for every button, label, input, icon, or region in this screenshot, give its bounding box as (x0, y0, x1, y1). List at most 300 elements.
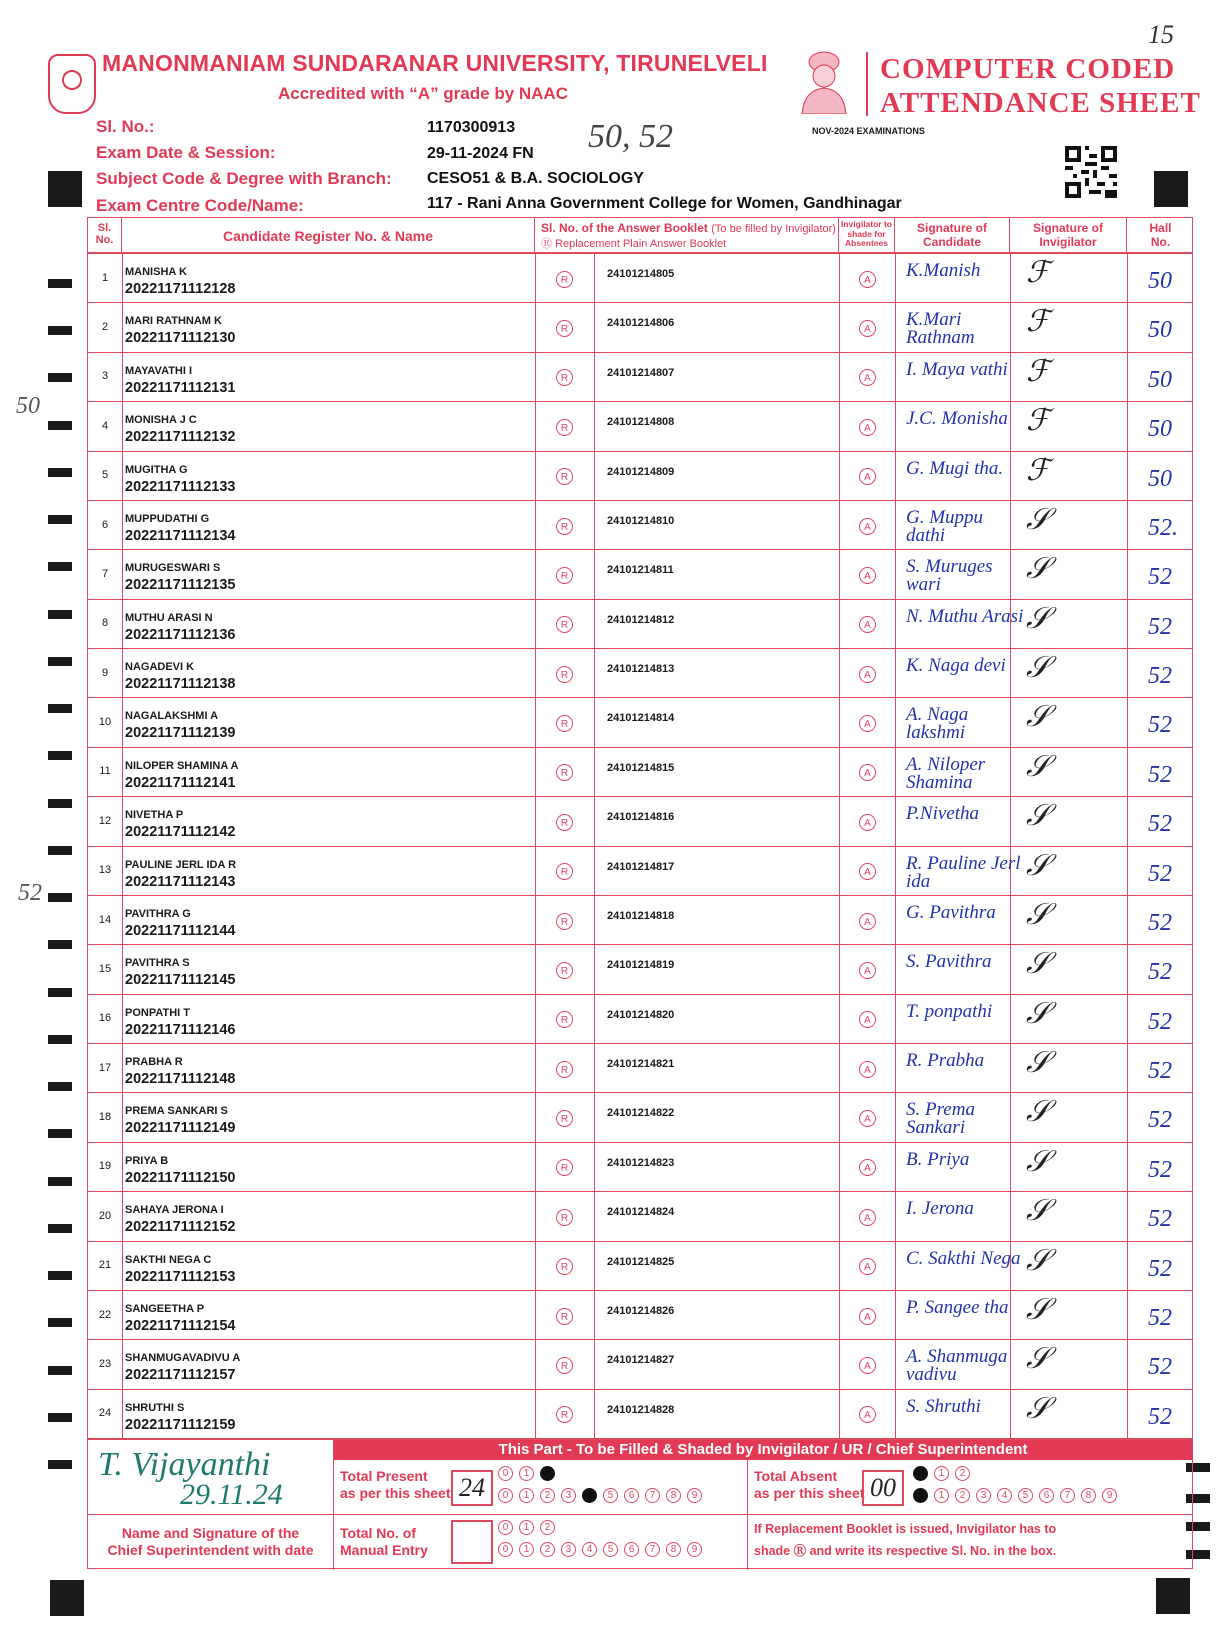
founder-portrait-icon (796, 48, 852, 114)
digit-bubble[interactable]: 1 (934, 1466, 949, 1481)
timing-mark (48, 846, 72, 855)
candidate-register-no: 20221171112144 (125, 922, 236, 939)
absent-bubble[interactable]: A (859, 567, 876, 584)
answer-booklet-no: 24101214817 (607, 860, 675, 873)
candidate-register-no: 20221171112148 (125, 1071, 236, 1087)
row-sl-no: 18 (98, 1111, 112, 1124)
hall-no: 50 (1148, 317, 1172, 344)
answer-booklet-no: 24101214822 (607, 1107, 675, 1120)
manual-entry-label (340, 1525, 428, 1559)
replacement-bubble[interactable]: R (556, 913, 573, 930)
digit-bubble[interactable]: 5 (603, 1488, 618, 1503)
invigilator-signature: 𝒮 (1026, 1194, 1050, 1228)
candidate-register-no: 20221171112134 (125, 527, 236, 544)
replacement-bubble[interactable]: R (556, 715, 573, 732)
column-divider (839, 1044, 840, 1092)
registration-mark (1154, 171, 1188, 207)
candidate-register-no: 20221171112133 (125, 478, 236, 495)
sheet-title-line2: ATTENDANCE SHEET (880, 87, 1201, 119)
column-divider (535, 1044, 536, 1092)
replacement-bubble[interactable]: R (556, 814, 573, 831)
column-divider (535, 303, 536, 351)
sheet-title (880, 52, 1201, 120)
absent-bubble[interactable]: A (859, 518, 876, 535)
column-divider (895, 501, 896, 549)
digit-bubble[interactable]: 4 (997, 1488, 1012, 1503)
answer-booklet-no: 24101214806 (607, 317, 675, 330)
absent-bubble[interactable]: A (859, 468, 876, 485)
digit-bubble[interactable]: 2 (540, 1466, 555, 1481)
digit-bubble[interactable]: 2 (540, 1488, 555, 1503)
absent-bubble[interactable]: A (859, 419, 876, 436)
panel-divider (747, 1460, 748, 1570)
invigilator-signature: 𝒮 (1026, 651, 1050, 684)
timing-mark (48, 279, 72, 288)
candidate-signature: N. Muthu Arasi (906, 605, 1024, 627)
column-divider (122, 896, 123, 944)
digit-bubble[interactable]: 0 (498, 1520, 513, 1535)
replacement-bubble[interactable]: R (556, 1357, 573, 1374)
total-absent-box[interactable]: 00 (862, 1470, 904, 1506)
invigilator-signature: ℱ (1026, 404, 1050, 438)
candidate-signature: S. Muruges wari (906, 556, 993, 596)
timing-mark (48, 1224, 72, 1233)
candidate-name: PRABHA R (125, 1056, 183, 1068)
candidate-register-no: 20221171112128 (125, 281, 236, 297)
column-divider (895, 748, 896, 796)
digit-bubble[interactable]: 8 (666, 1488, 681, 1503)
candidate-name: PONPATHI T (125, 1006, 190, 1019)
date-value: 29-11-2024 FN (427, 145, 534, 162)
absent-bubble[interactable]: A (859, 962, 876, 979)
column-divider (1127, 353, 1128, 401)
column-divider (535, 1143, 536, 1191)
candidate-register-no: 20221171112136 (125, 626, 236, 643)
column-divider (594, 303, 595, 351)
digit-bubble[interactable]: 1 (519, 1542, 534, 1557)
subject-value: CESO51 & B.A. SOCIOLOGY (427, 170, 644, 187)
absent-bubble[interactable]: A (859, 320, 876, 337)
column-divider (122, 353, 123, 401)
timing-mark (48, 421, 72, 430)
column-divider (594, 452, 595, 500)
candidate-register-no: 20221171112157 (125, 1367, 236, 1384)
answer-booklet-no: 24101214813 (607, 663, 675, 675)
column-divider (535, 896, 536, 944)
digit-bubble[interactable]: 7 (1060, 1488, 1075, 1503)
replacement-bubble[interactable]: R (556, 962, 573, 979)
replacement-bubble[interactable]: R (556, 369, 573, 386)
superintendent-label-line2: Chief Superintendent with date (107, 1542, 314, 1558)
candidate-register-no: 20221171112159 (125, 1416, 236, 1433)
row-sl-no: 24 (98, 1407, 112, 1420)
answer-booklet-no: 24101214816 (607, 811, 675, 824)
candidate-name: SANGEETHA P (125, 1302, 205, 1315)
digit-bubble[interactable]: 9 (687, 1542, 702, 1557)
replacement-bubble[interactable]: R (556, 320, 573, 337)
timing-mark (48, 799, 72, 808)
hall-no: 52 (1148, 613, 1172, 640)
manual-entry-label-line1: Total No. of (340, 1525, 416, 1541)
absent-bubble[interactable]: A (859, 1258, 876, 1275)
column-divider (839, 1340, 840, 1388)
column-divider (594, 649, 595, 697)
hall-no: 52 (1148, 860, 1172, 887)
digit-bubble[interactable]: 1 (519, 1520, 534, 1535)
absent-bubble[interactable]: A (859, 814, 876, 831)
replacement-bubble[interactable]: R (556, 567, 573, 584)
panel-divider (333, 1440, 334, 1570)
candidate-register-no: 20221171112130 (125, 330, 236, 347)
digit-bubble[interactable]: 4 (582, 1488, 597, 1503)
replacement-bubble[interactable]: R (556, 616, 573, 633)
candidate-name: MONISHA J C (125, 414, 197, 427)
digit-bubble[interactable]: 0 (913, 1488, 928, 1503)
candidate-signature: A. Niloper Shamina (906, 753, 986, 793)
column-divider (535, 402, 536, 450)
candidate-signature: B. Priya (906, 1148, 970, 1170)
invigilator-signature: ℱ (1026, 305, 1050, 339)
digit-bubble[interactable]: 3 (976, 1488, 991, 1503)
candidate-name: PRIYA B (125, 1154, 169, 1167)
total-absent-label (754, 1468, 865, 1502)
col-booklet-title: Sl. No. of the Answer Booklet (541, 221, 708, 235)
table-row (87, 1143, 1193, 1192)
digit-bubble[interactable]: 7 (645, 1542, 660, 1557)
digit-bubble[interactable]: 6 (1039, 1488, 1054, 1503)
column-divider (594, 847, 595, 895)
candidate-name: PAVITHRA G (125, 907, 191, 920)
candidate-signature: K.Mari Rathnam (906, 309, 975, 349)
title-divider (866, 52, 868, 116)
digit-bubble[interactable]: 0 (913, 1466, 928, 1481)
candidate-signature: K.Manish (906, 260, 981, 281)
table-row (87, 353, 1193, 402)
digit-bubble[interactable]: 1 (519, 1488, 534, 1503)
hall-no: 52 (1148, 811, 1172, 838)
timing-mark (48, 940, 72, 949)
column-divider (895, 402, 896, 450)
digit-bubble[interactable]: 2 (955, 1466, 970, 1481)
candidate-signature: G. Pavithra (906, 901, 996, 923)
column-divider (122, 1192, 123, 1240)
digit-bubble[interactable]: 6 (624, 1542, 639, 1557)
col-booklet-replacement: Replacement Plain Answer Booklet (555, 238, 727, 250)
column-divider (1127, 1093, 1128, 1141)
absent-bubble[interactable]: A (859, 1159, 876, 1176)
invigilator-signature: 𝒮 (1026, 1095, 1050, 1129)
replacement-bubble[interactable]: R (556, 1061, 573, 1078)
column-divider (895, 1192, 896, 1240)
invigilator-signature: 𝒮 (1026, 601, 1050, 635)
candidate-signature: T. ponpathi (906, 1000, 993, 1022)
column-divider (895, 1242, 896, 1290)
column-divider (1127, 649, 1128, 697)
column-divider (535, 649, 536, 697)
column-divider (122, 1044, 123, 1092)
registration-mark (1156, 1578, 1190, 1614)
absent-bubble[interactable]: A (859, 1209, 876, 1226)
hall-no: 52 (1148, 1403, 1172, 1430)
row-sl-no: 20 (98, 1209, 112, 1222)
digit-bubble[interactable]: 2 (955, 1488, 970, 1503)
column-divider (594, 550, 595, 598)
timing-mark (48, 610, 72, 619)
timing-mark (48, 1177, 72, 1186)
qr-code-icon (1065, 146, 1117, 198)
replacement-bubble[interactable]: R (556, 468, 573, 485)
column-divider (839, 1192, 840, 1240)
column-divider (839, 501, 840, 549)
column-divider (1127, 501, 1128, 549)
replacement-bubble[interactable]: R (556, 863, 573, 880)
replacement-bubble[interactable]: R (556, 271, 573, 288)
hall-no: 52. (1148, 514, 1178, 541)
column-divider (839, 1242, 840, 1290)
candidate-register-no: 20221171112131 (125, 379, 236, 396)
digit-bubble[interactable]: 6 (624, 1488, 639, 1503)
table-row (87, 1044, 1193, 1093)
column-divider (122, 1291, 123, 1339)
replacement-bubble[interactable]: R (556, 1308, 573, 1325)
hall-no: 50 (1148, 366, 1172, 393)
replacement-bubble[interactable]: R (556, 518, 573, 535)
column-divider (594, 1192, 595, 1240)
hall-no: 52 (1148, 1255, 1172, 1282)
row-sl-no: 5 (101, 469, 109, 482)
timing-mark (48, 751, 72, 760)
column-divider (1127, 847, 1128, 895)
invigilator-signature: 𝒮 (1026, 502, 1050, 536)
column-divider (895, 254, 896, 302)
column-divider (895, 797, 896, 845)
replacement-bubble[interactable]: R (556, 666, 573, 683)
subject-label: Subject Code & Degree with Branch: (96, 169, 392, 188)
replacement-bubble[interactable]: R (556, 1258, 573, 1275)
absent-bubble[interactable]: A (859, 913, 876, 930)
digit-bubble[interactable]: 8 (666, 1542, 681, 1557)
absent-bubble[interactable]: A (859, 1357, 876, 1374)
superintendent-label-line1: Name and Signature of the (121, 1525, 300, 1541)
invigilator-signature: 𝒮 (1026, 996, 1050, 1030)
absent-bubble[interactable]: A (859, 764, 876, 781)
column-divider (535, 797, 536, 845)
invigilator-signature: 𝒮 (1026, 1243, 1050, 1277)
timing-mark (48, 1082, 72, 1091)
superintendent-signature: T. Vijayanthi (98, 1446, 271, 1483)
column-divider (839, 452, 840, 500)
column-divider (594, 748, 595, 796)
candidate-name: MURUGESWARI S (125, 562, 221, 575)
replacement-bubble[interactable]: R (556, 764, 573, 781)
table-row (87, 1291, 1193, 1340)
row-sl-no: 22 (98, 1308, 112, 1321)
absent-bubble[interactable]: A (859, 1110, 876, 1127)
answer-booklet-no: 24101214826 (607, 1304, 675, 1317)
replacement-bubble[interactable]: R (556, 419, 573, 436)
absent-bubble[interactable]: A (859, 1308, 876, 1325)
col-booklet-note: (To be filled by Invigilator) (711, 223, 836, 235)
column-divider (895, 1093, 896, 1141)
answer-booklet-no: 24101214808 (607, 416, 675, 429)
replacement-note-line1: If Replacement Booklet is issued, Invigilator has to (754, 1522, 1057, 1536)
timing-mark (48, 373, 72, 382)
answer-booklet-no: 24101214805 (607, 268, 675, 280)
column-divider (122, 748, 123, 796)
digit-bubble[interactable]: 2 (540, 1520, 555, 1535)
candidate-register-no: 20221171112146 (125, 1021, 236, 1038)
candidate-name: NAGADEVI K (125, 661, 195, 673)
invigilator-signature: 𝒮 (1026, 848, 1050, 882)
candidate-register-no: 20221171112132 (125, 429, 236, 446)
digit-bubble[interactable]: 5 (603, 1542, 618, 1557)
column-divider (594, 1093, 595, 1141)
candidate-register-no: 20221171112150 (125, 1169, 236, 1186)
candidate-signature: J.C. Monisha (906, 408, 1008, 430)
row-sl-no: 10 (98, 716, 112, 729)
absent-bubble[interactable]: A (859, 1011, 876, 1028)
column-divider (1127, 698, 1128, 746)
digit-bubble[interactable]: 0 (498, 1488, 513, 1503)
table-header (87, 217, 1193, 254)
answer-booklet-no: 24101214815 (607, 761, 675, 774)
invigilator-signature: 𝒮 (1026, 700, 1050, 734)
total-absent-label-line1: Total Absent (754, 1468, 838, 1484)
column-divider (535, 748, 536, 796)
digit-bubble[interactable]: 3 (561, 1488, 576, 1503)
timing-mark (48, 1413, 72, 1422)
column-divider (1127, 1291, 1128, 1339)
table-row (87, 1093, 1193, 1142)
digit-bubble[interactable]: 0 (498, 1542, 513, 1557)
candidate-register-no: 20221171112142 (125, 824, 236, 841)
sheet-title-line1: COMPUTER CODED (880, 53, 1176, 85)
total-present-box[interactable]: 24 (451, 1470, 493, 1506)
candidate-name: PREMA SANKARI S (125, 1105, 228, 1118)
digit-bubble[interactable]: 4 (582, 1542, 597, 1557)
manual-entry-label-line2: Manual Entry (340, 1542, 428, 1558)
digit-bubble[interactable]: 0 (498, 1466, 513, 1481)
hall-no: 52 (1148, 959, 1172, 986)
replacement-note-line2: shade Ⓡ and write its respective Sl. No. in the box. (754, 1544, 1057, 1558)
candidate-signature: G. Muppu dathi (906, 506, 984, 546)
digit-bubble[interactable]: 2 (540, 1542, 555, 1557)
candidate-name: MARI RATHNAM K (125, 315, 222, 328)
column-divider (122, 847, 123, 895)
column-divider (122, 402, 123, 450)
digit-bubble[interactable]: 9 (687, 1488, 702, 1503)
digit-bubble[interactable]: 5 (1018, 1488, 1033, 1503)
candidate-name: SHRUTHI S (125, 1401, 185, 1414)
panel-band: This Part - To be Filled & Shaded by Invigilator / UR / Chief Superintendent (333, 1440, 1193, 1460)
col-signature: Signature of Candidate (895, 218, 1010, 252)
registration-mark (50, 1580, 84, 1616)
total-present-label-line1: Total Present (340, 1468, 428, 1484)
absent-bubble[interactable]: A (859, 1406, 876, 1423)
col-sl: Sl. No. (88, 218, 122, 252)
digit-bubble[interactable]: 3 (561, 1542, 576, 1557)
absent-bubble[interactable]: A (859, 271, 876, 288)
column-divider (594, 1291, 595, 1339)
answer-booklet-no: 24101214824 (607, 1206, 675, 1219)
column-divider (122, 1242, 123, 1290)
replacement-bubble[interactable]: R (556, 1159, 573, 1176)
column-divider (535, 1390, 536, 1438)
timing-mark (48, 1035, 72, 1044)
candidate-name: MUGITHA G (125, 463, 188, 476)
timing-mark (48, 1460, 72, 1469)
table-row (87, 600, 1193, 649)
row-sl-no: 7 (101, 567, 109, 580)
candidate-register-no: 20221171112154 (125, 1317, 236, 1334)
column-divider (895, 945, 896, 993)
replacement-bubble[interactable]: R (556, 1209, 573, 1226)
digit-bubble[interactable]: 1 (934, 1488, 949, 1503)
column-divider (839, 797, 840, 845)
manual-entry-box[interactable] (451, 1520, 493, 1564)
digit-bubble[interactable]: 7 (645, 1488, 660, 1503)
replacement-bubble[interactable]: R (556, 1011, 573, 1028)
column-divider (895, 847, 896, 895)
candidate-signature: P.Nivetha (906, 803, 980, 825)
margin-note: 52 (18, 880, 42, 906)
column-divider (1127, 1390, 1128, 1438)
timing-mark (48, 704, 72, 713)
column-divider (535, 945, 536, 993)
absent-bubble[interactable]: A (859, 1061, 876, 1078)
column-divider (535, 353, 536, 401)
column-divider (839, 402, 840, 450)
row-sl-no: 15 (98, 962, 112, 975)
absent-bubble[interactable]: A (859, 616, 876, 633)
column-divider (839, 896, 840, 944)
replacement-bubble[interactable]: R (556, 1406, 573, 1423)
absent-bubble[interactable]: A (859, 715, 876, 732)
column-divider (535, 452, 536, 500)
candidate-signature: R. Prabha (906, 1050, 985, 1071)
row-sl-no: 21 (98, 1259, 112, 1272)
table-row (87, 303, 1193, 352)
candidate-register-no: 20221171112152 (125, 1219, 236, 1236)
digit-bubble[interactable]: 9 (1102, 1488, 1117, 1503)
absent-bubble[interactable]: A (859, 863, 876, 880)
column-divider (895, 1044, 896, 1092)
column-divider (895, 303, 896, 351)
absent-bubble[interactable]: A (859, 666, 876, 683)
column-divider (1127, 303, 1128, 351)
column-divider (594, 1143, 595, 1191)
invigilator-signature: 𝒮 (1026, 947, 1050, 981)
replacement-bubble[interactable]: R (556, 1110, 573, 1127)
column-divider (594, 1390, 595, 1438)
table-row (87, 945, 1193, 994)
column-divider (839, 1093, 840, 1141)
digit-bubble[interactable]: 8 (1081, 1488, 1096, 1503)
column-divider (839, 995, 840, 1043)
column-divider (839, 649, 840, 697)
absent-bubble[interactable]: A (859, 369, 876, 386)
hall-no: 52 (1148, 663, 1172, 689)
column-divider (535, 1242, 536, 1290)
candidate-signature: I. Maya vathi (906, 358, 1008, 380)
timing-mark (48, 468, 72, 477)
candidate-signature: S. Prema Sankari (906, 1099, 975, 1139)
column-divider (535, 1093, 536, 1141)
column-divider (535, 600, 536, 648)
page-number: 15 (1148, 20, 1174, 49)
digit-bubble[interactable]: 1 (519, 1466, 534, 1481)
column-divider (1127, 1143, 1128, 1191)
